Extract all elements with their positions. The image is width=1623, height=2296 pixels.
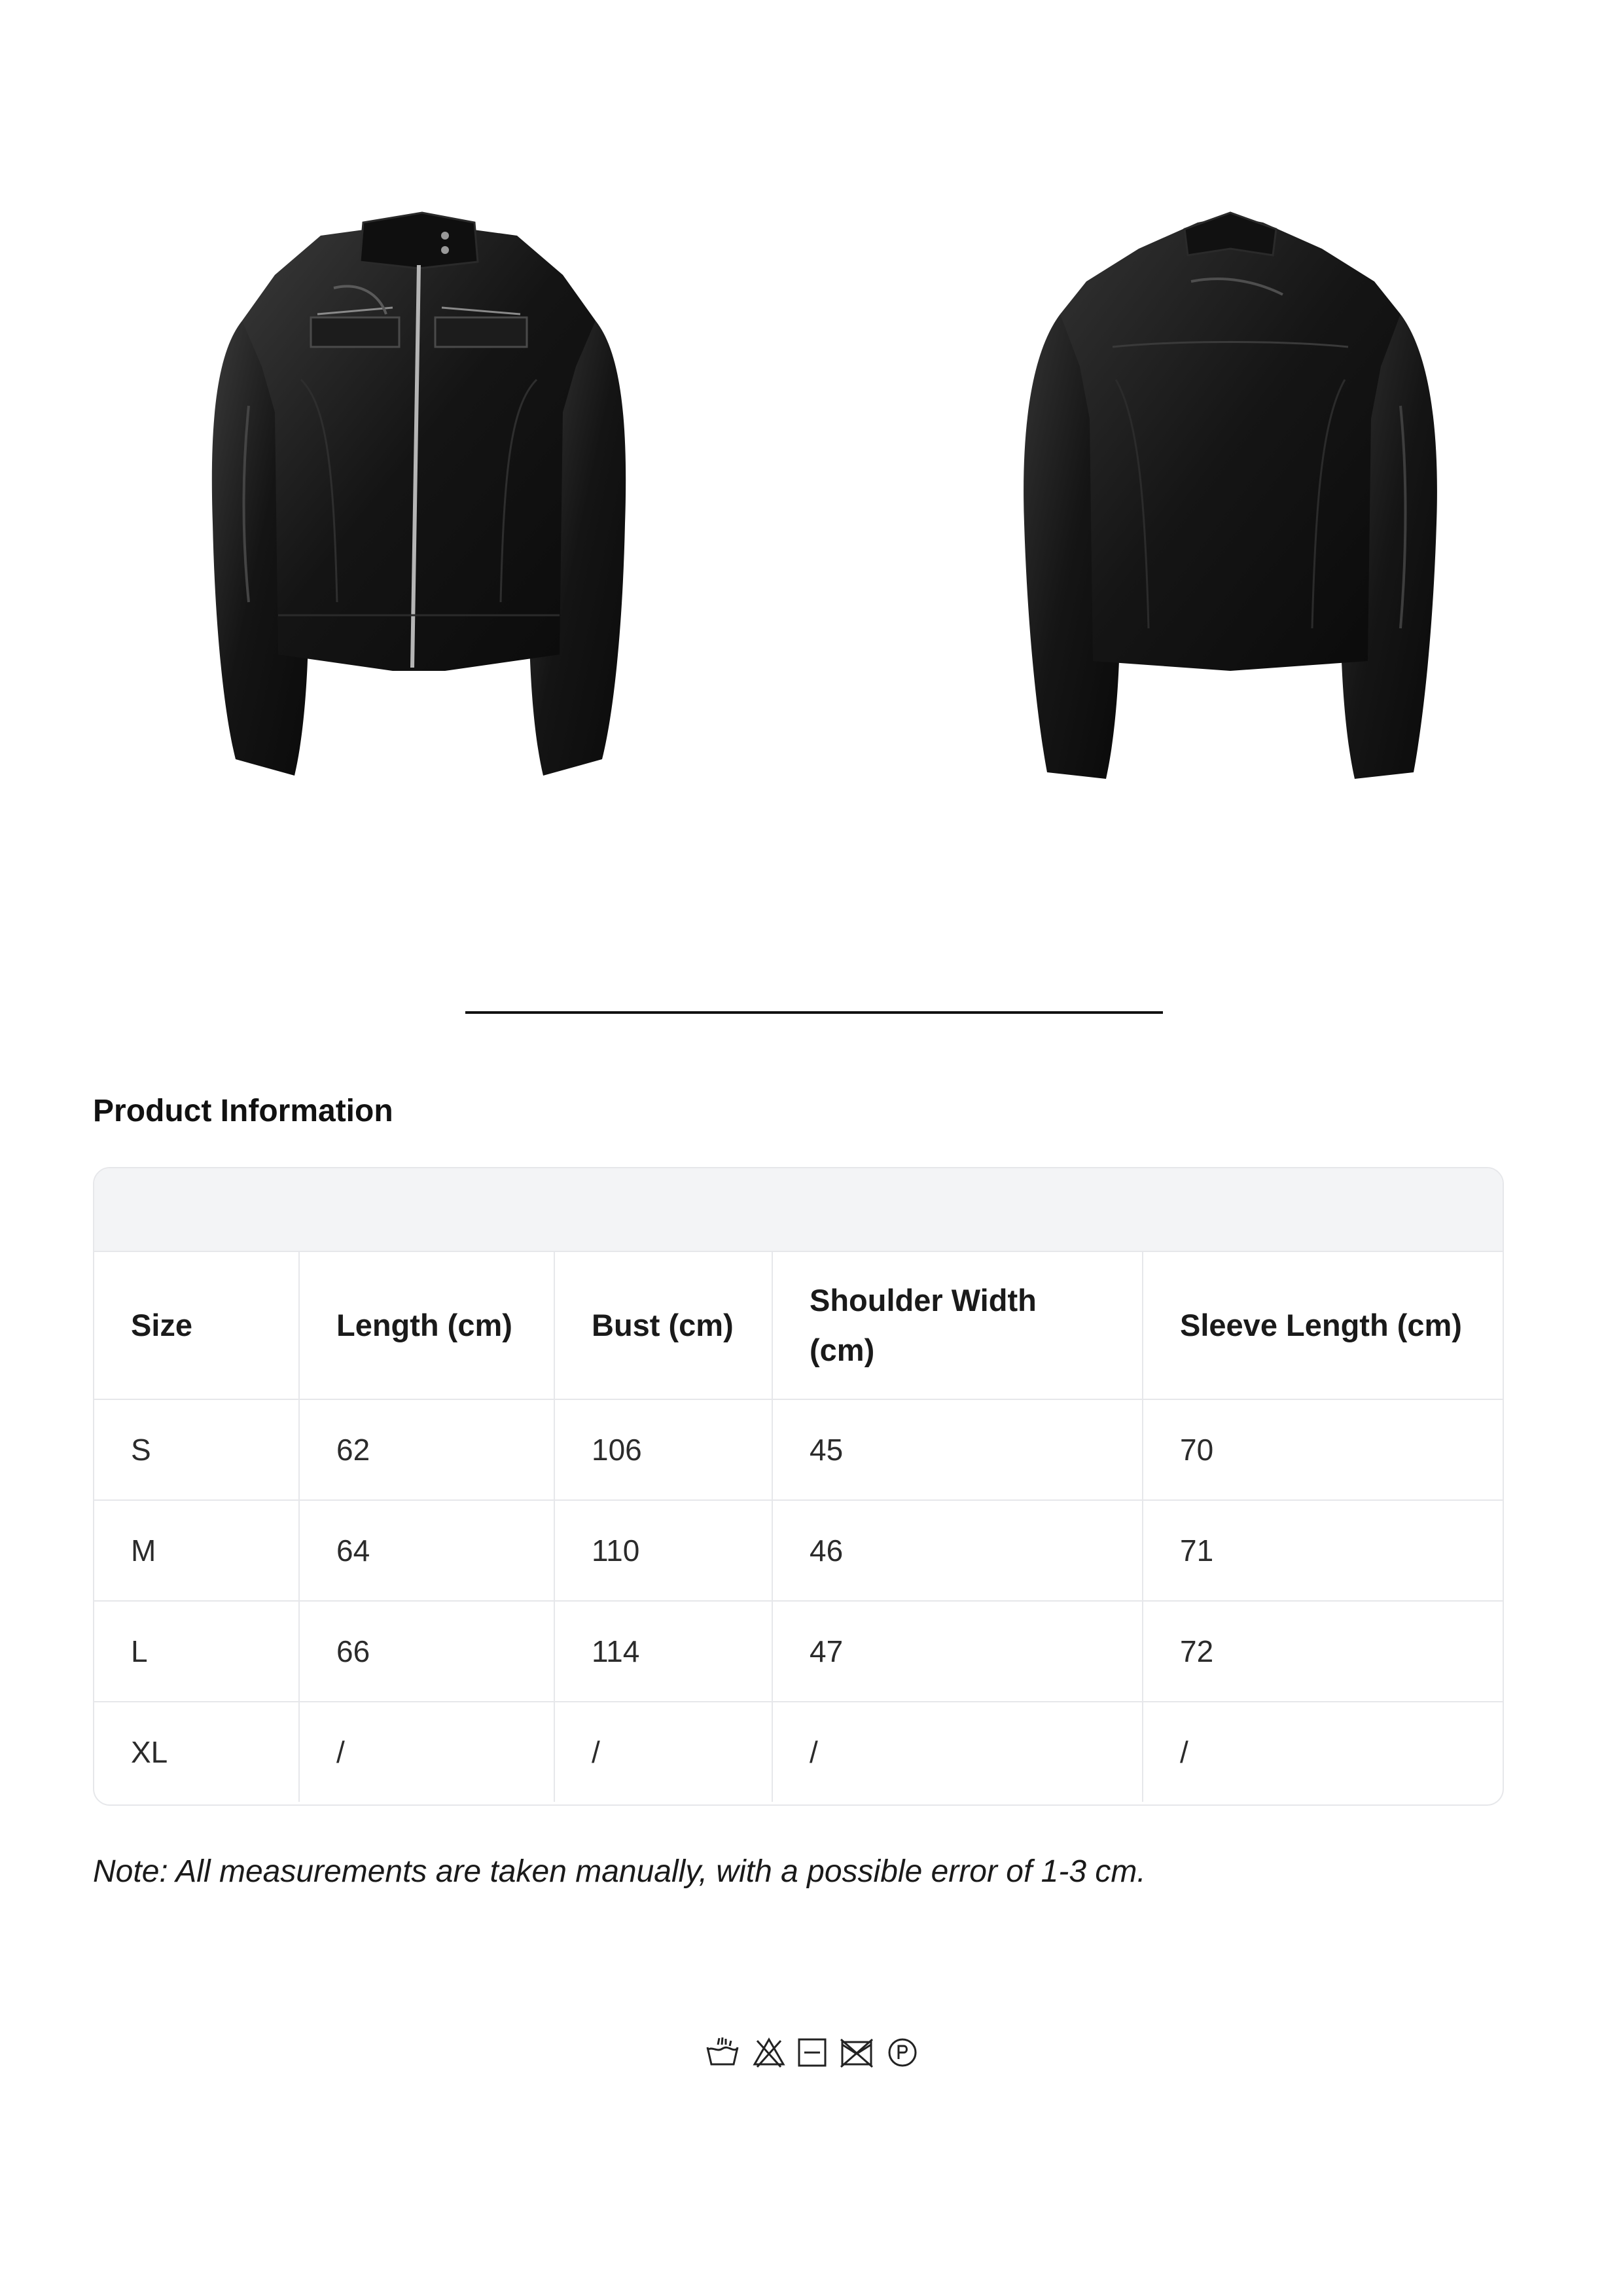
table-cell: 114 [554,1601,772,1702]
header-size: Size [94,1252,299,1399]
table-row [94,1500,1503,1601]
table-cell: 46 [772,1500,1143,1601]
hand-wash-icon [704,2036,741,2070]
jacket-back-image [1008,209,1453,864]
table-cell: / [772,1702,1143,1802]
table-cell: 72 [1143,1601,1503,1702]
table-cell: 45 [772,1399,1143,1500]
size-table [93,1167,1504,1806]
dry-clean-p-icon [885,2036,919,2070]
header-bust: Bust (cm) [554,1252,772,1399]
table-cell: S [94,1399,299,1500]
table-cell: / [554,1702,772,1802]
header-length: Length (cm) [299,1252,554,1399]
table-cell: 71 [1143,1500,1503,1601]
table-cell: 62 [299,1399,554,1500]
table-cell: 64 [299,1500,554,1601]
table-cell: L [94,1601,299,1702]
header-shoulder-width: Shoulder Width (cm) [772,1252,1143,1399]
table-row [94,1702,1503,1802]
table-cell: 70 [1143,1399,1503,1500]
jacket-front-image [196,209,641,864]
do-not-tumble-dry-icon [838,2036,875,2070]
table-cell: 66 [299,1601,554,1702]
table-header-band [94,1168,1503,1252]
table-cell: 110 [554,1500,772,1601]
table-cell: / [299,1702,554,1802]
do-not-bleach-icon [752,2036,786,2070]
table-row [94,1399,1503,1500]
table-row [94,1601,1503,1702]
table-cell: 106 [554,1399,772,1500]
table-cell: / [1180,1735,1188,1769]
table-cell: XL [94,1702,299,1802]
header-sleeve-length: Sleeve Length (cm) [1143,1252,1503,1399]
table-cell: M [94,1500,299,1601]
care-icons [704,2036,919,2070]
measurement-note: Note: All measurements are taken manually, with a possible error of 1-3 cm. [93,1854,1146,1889]
section-divider [465,1011,1163,1014]
table-cell: 47 [772,1601,1143,1702]
table-header-row [94,1252,1503,1399]
product-information-title: Product Information [93,1094,393,1128]
dry-flat-icon [796,2036,828,2070]
